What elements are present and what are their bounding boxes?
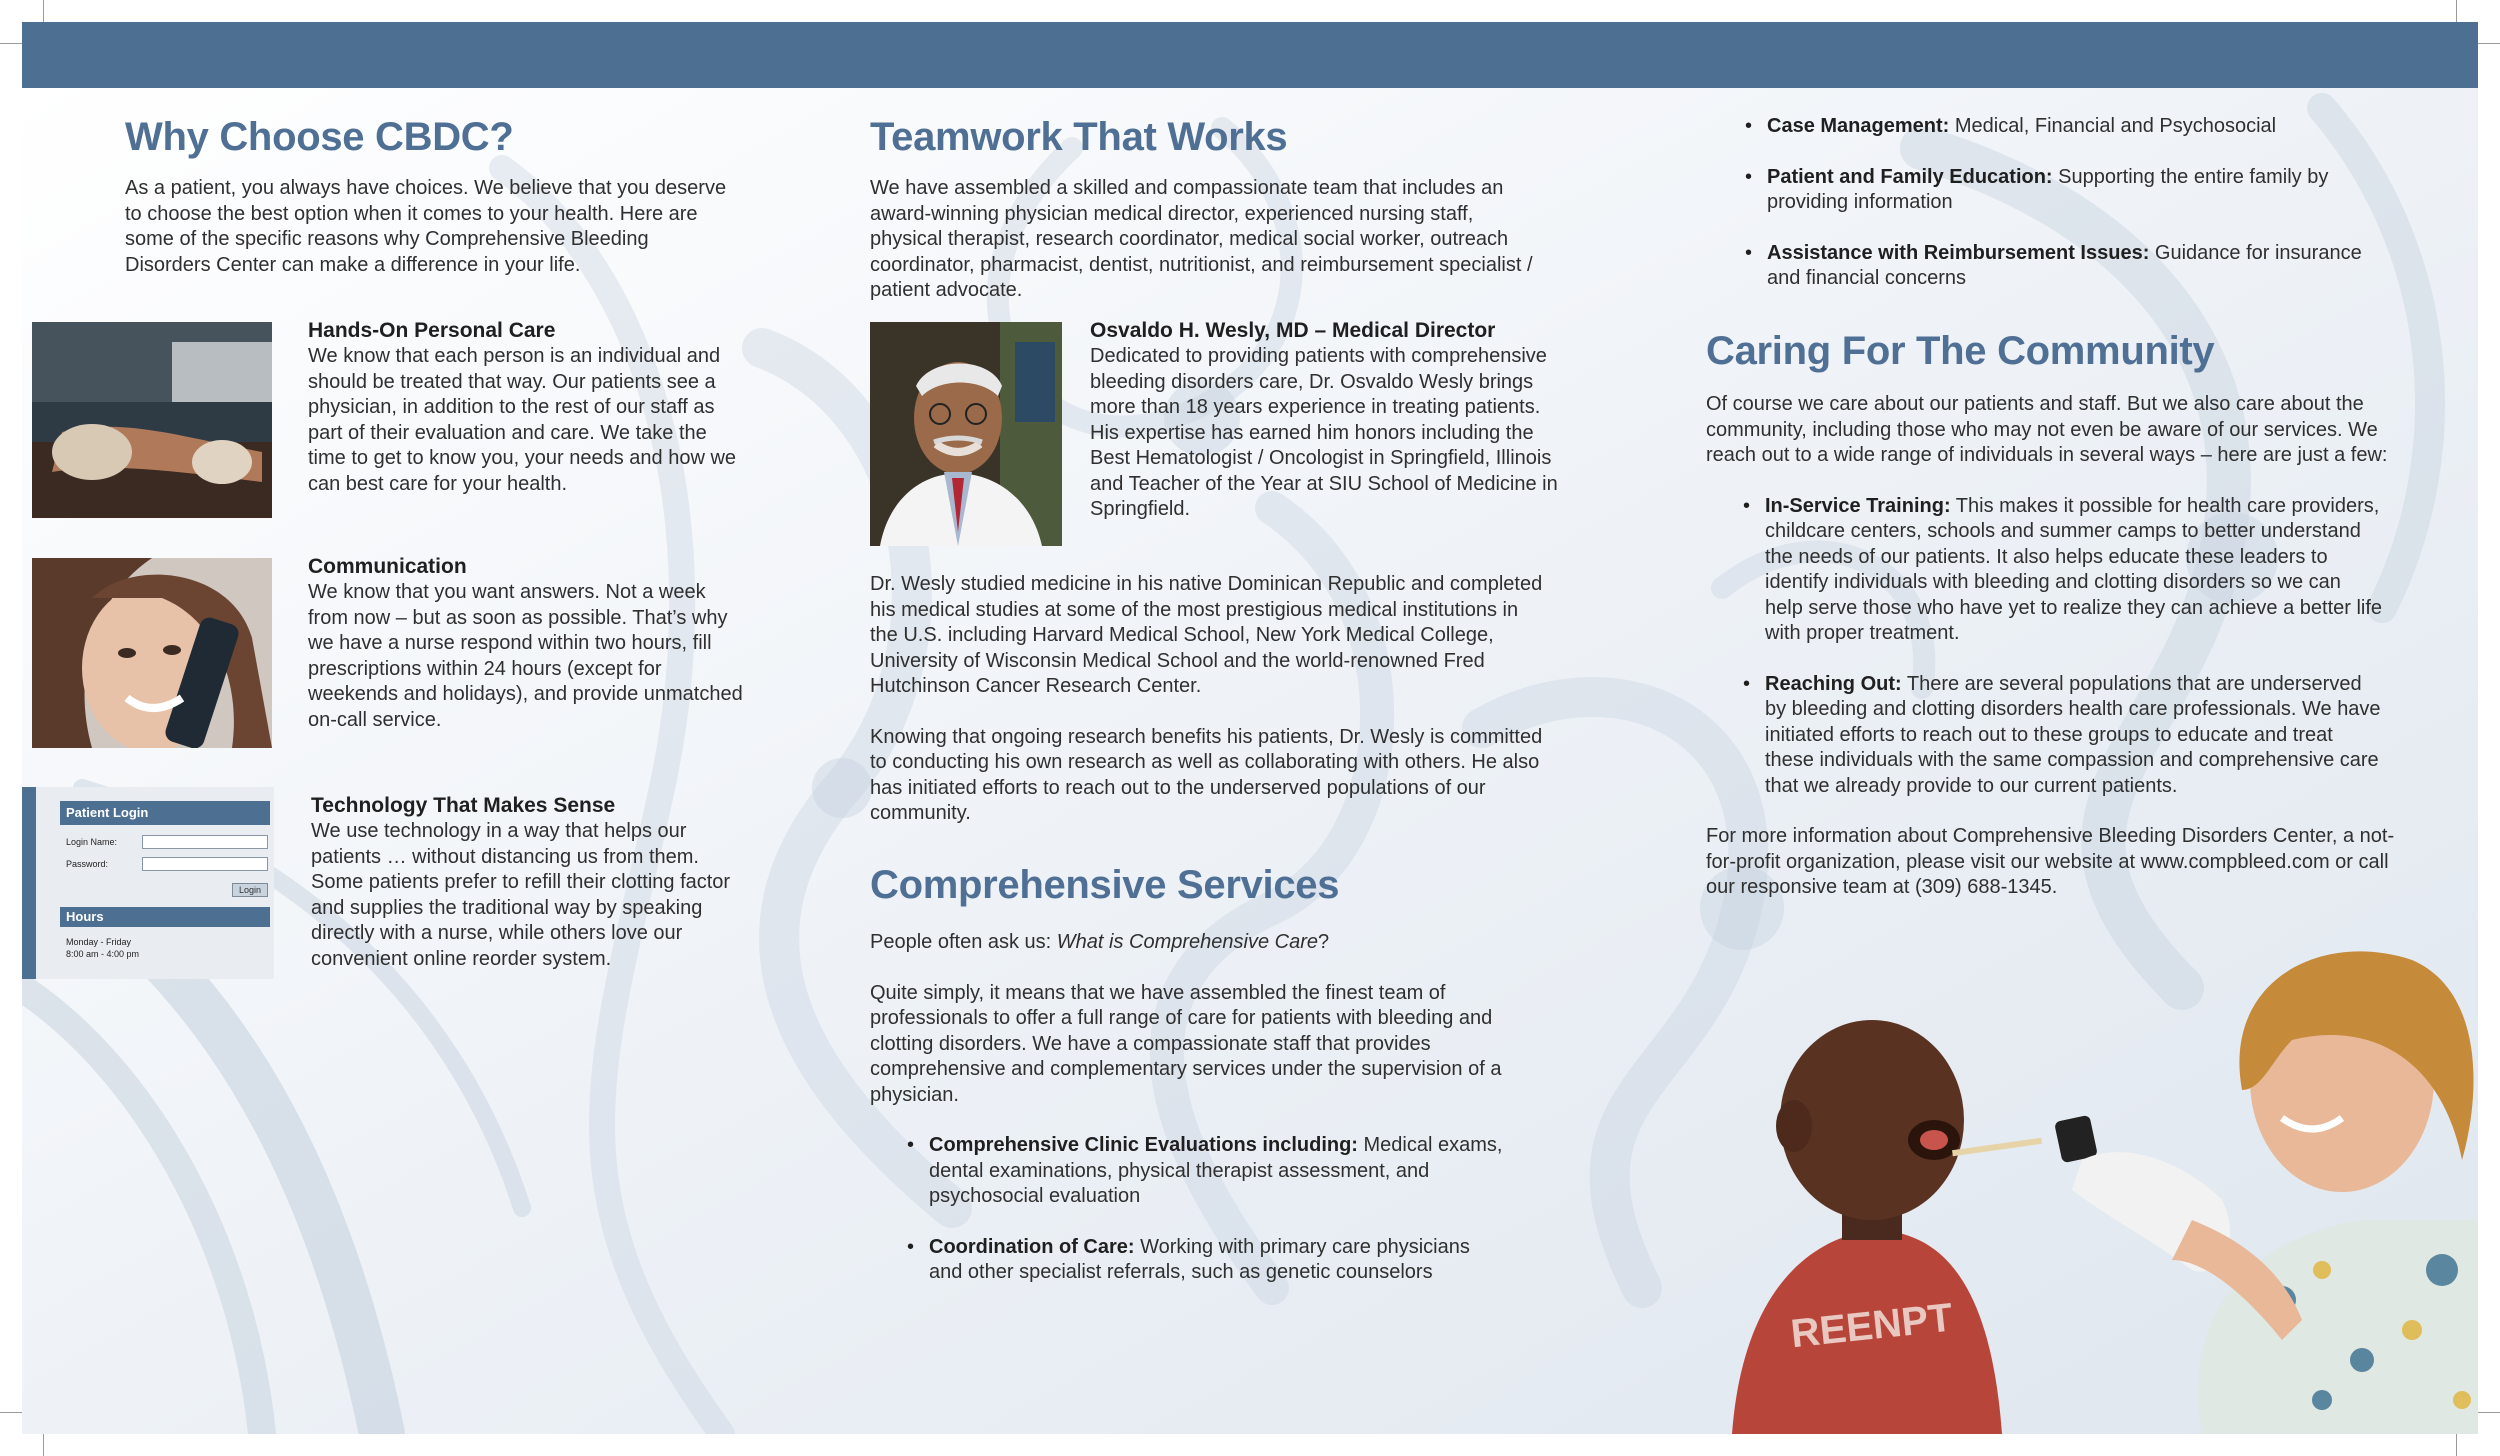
director-research: Knowing that ongoing research benefits his patients, Dr. Wesly is committed to conducting his own research as well as collaborating with others. He also has initiated efforts to reach out to the underserved populations of our community. [870, 725, 1543, 824]
feature-body: We know that you want answers. Not a week from now – but as soon as possible. That’s why we have a nurse respond within two hours, fill prescriptions within 24 hours (except for weekends and holidays), and provide unmatched on-call service. [308, 581, 743, 731]
crop-mark [2456, 0, 2457, 22]
login-button[interactable]: Login [232, 883, 268, 897]
services-continued-column [1708, 114, 2408, 317]
hours-title: Hours [60, 907, 270, 927]
communication-photo [32, 558, 272, 748]
list-item: • Assistance with Reimbursement Issues: Guidance for insurance and financial concerns [1745, 241, 2385, 292]
community-closing: For more information about Comprehensive Bleeding Disorders Center, a not-for-profit organization, please visit our website at www.compbleed.com or call our responsive team at (309) 688-1345. [1706, 825, 2395, 898]
teamwork-intro: We have assembled a skilled and compassionate team that includes an award-winning physician medical director, experienced nursing staff, physical therapist, research coordinator, medical social worker, outreach coordinator, pharmacist, dentist, nutritionist, and reimbursement specialist / patient advocate. [870, 177, 1533, 301]
crop-mark [0, 43, 22, 44]
community-intro: Of course we care about our patients and staff. But we also care about the community, including those who may not even be aware of our services. We reach out to a wide range of individuals in several ways – here are just a few: [1706, 393, 2388, 466]
medical-director-bio: Dedicated to providing patients with comprehensive bleeding disorders care, Dr. Osvaldo Wesly brings more than 18 years experience in treating patients. His expertise has earned him honors including the Best Hematologist / Oncologist in Springfield, Illinois and Teacher of the Year at SIU School of Medicine in Springfield. [1090, 345, 1558, 520]
list-item: • Case Management: Medical, Financial and Psychosocial [1745, 114, 2385, 140]
services-question: People often ask us: What is Comprehensive Care? [870, 931, 1330, 953]
crop-mark [2478, 1412, 2500, 1413]
crop-mark [43, 0, 44, 22]
list-item: • In-Service Training: This makes it possible for health care providers, childcare centers, schools and summer camps to better understand the needs of our patients. It also helps educate these leaders to identify individuals with bleeding and clotting disorders so we can help serve those who have yet to realize they can achieve a better life with proper treatment. [1743, 494, 2383, 647]
feature-body: We use technology in a way that helps our patients … without distancing us from them. Some patients prefer to refill their clotting factor and supplies the traditional way by speaking directly with a nurse, while others love our convenient online reorder system. [311, 820, 731, 970]
services-list [907, 1133, 1507, 1286]
services-body: Quite simply, it means that we have assembled the finest team of professionals to offer a full range of care for patients with bleeding and clotting disorders. We have a compassionate staff that provides comprehensive and complementary services under the supervision of a physician. [870, 981, 1502, 1106]
password-label: Password: [66, 859, 109, 869]
feature-heading: Hands-On Personal Care [308, 319, 556, 342]
shirt-print-text: REENPT [1788, 1295, 1955, 1357]
services-title: Comprehensive Services [870, 863, 1340, 907]
crop-mark [2456, 1434, 2457, 1456]
header-bar [22, 22, 2478, 88]
login-name-field[interactable] [142, 835, 268, 849]
hours-time: 8:00 am - 4:00 pm [66, 949, 140, 959]
list-item: • Reaching Out: There are several populations that are underserved by bleeding and clotting disorders health care professionals. We have initiated efforts to reach out to these groups to educate and treat these individuals with the same compassion and comprehensive care that we already provide to our current patients. [1743, 672, 2383, 800]
nurse-child-photo [1722, 940, 2478, 1434]
medical-director-block [1090, 318, 1562, 523]
list-item: • Coordination of Care: Working with primary care physicians and other specialist referrals, such as genetic counselors [907, 1235, 1507, 1286]
list-item: • Comprehensive Clinic Evaluations including: Medical exams, dental examinations, physical therapist assessment, and psychosocial evaluation [907, 1133, 1507, 1210]
teamwork-title: Teamwork That Works [870, 115, 1288, 159]
list-item: • Patient and Family Education: Supporting the entire family by providing information [1745, 165, 2385, 216]
why-choose-intro: As a patient, you always have choices. We believe that you deserve to choose the best option when it comes to your health. Here are some of the specific reasons why Comprehensive Bleeding Disorders Center can make a difference in your life. [125, 177, 727, 276]
services-column [870, 862, 1550, 1311]
medical-director-name: Osvaldo H. Wesly, MD – Medical Director [1090, 319, 1496, 342]
feature-hands-on-care [308, 318, 748, 497]
crop-mark [43, 1434, 44, 1456]
login-widget-title: Patient Login [60, 801, 270, 825]
why-choose-column [125, 114, 765, 278]
why-choose-title: Why Choose CBDC? [125, 115, 514, 159]
hours-days: Monday - Friday [66, 937, 132, 947]
feature-heading: Communication [308, 555, 467, 578]
teamwork-column [870, 114, 1550, 304]
director-education: Dr. Wesly studied medicine in his native Dominican Republic and completed his medical studies at some of the most prestigious medical institutions in the U.S. including Harvard Medical School, New York Medical College, University of Wisconsin Medical School and the world-renowned Fred Hutchinson Cancer Research Center. [870, 573, 1543, 697]
community-title: Caring For The Community [1706, 329, 2215, 373]
medical-director-photo [870, 322, 1062, 546]
community-list [1743, 494, 2383, 800]
login-name-label: Login Name: [66, 837, 118, 847]
feature-technology [311, 793, 751, 972]
hands-on-care-photo [32, 322, 272, 518]
patient-login-widget [22, 787, 274, 979]
teamwork-continued [870, 572, 1550, 827]
brochure-page [22, 22, 2478, 1434]
crop-mark [2478, 43, 2500, 44]
feature-communication [308, 554, 748, 733]
feature-body: We know that each person is an individual and should be treated that way. Our patients see a physician, in addition to the rest of our staff as part of their evaluation and care. We take the time to get to know you, your needs and how we can best care for your health. [308, 345, 737, 495]
services-list-continued [1745, 114, 2385, 292]
password-field[interactable] [142, 857, 268, 871]
crop-mark [0, 1412, 22, 1413]
feature-heading: Technology That Makes Sense [311, 794, 616, 817]
community-column [1706, 328, 2416, 901]
